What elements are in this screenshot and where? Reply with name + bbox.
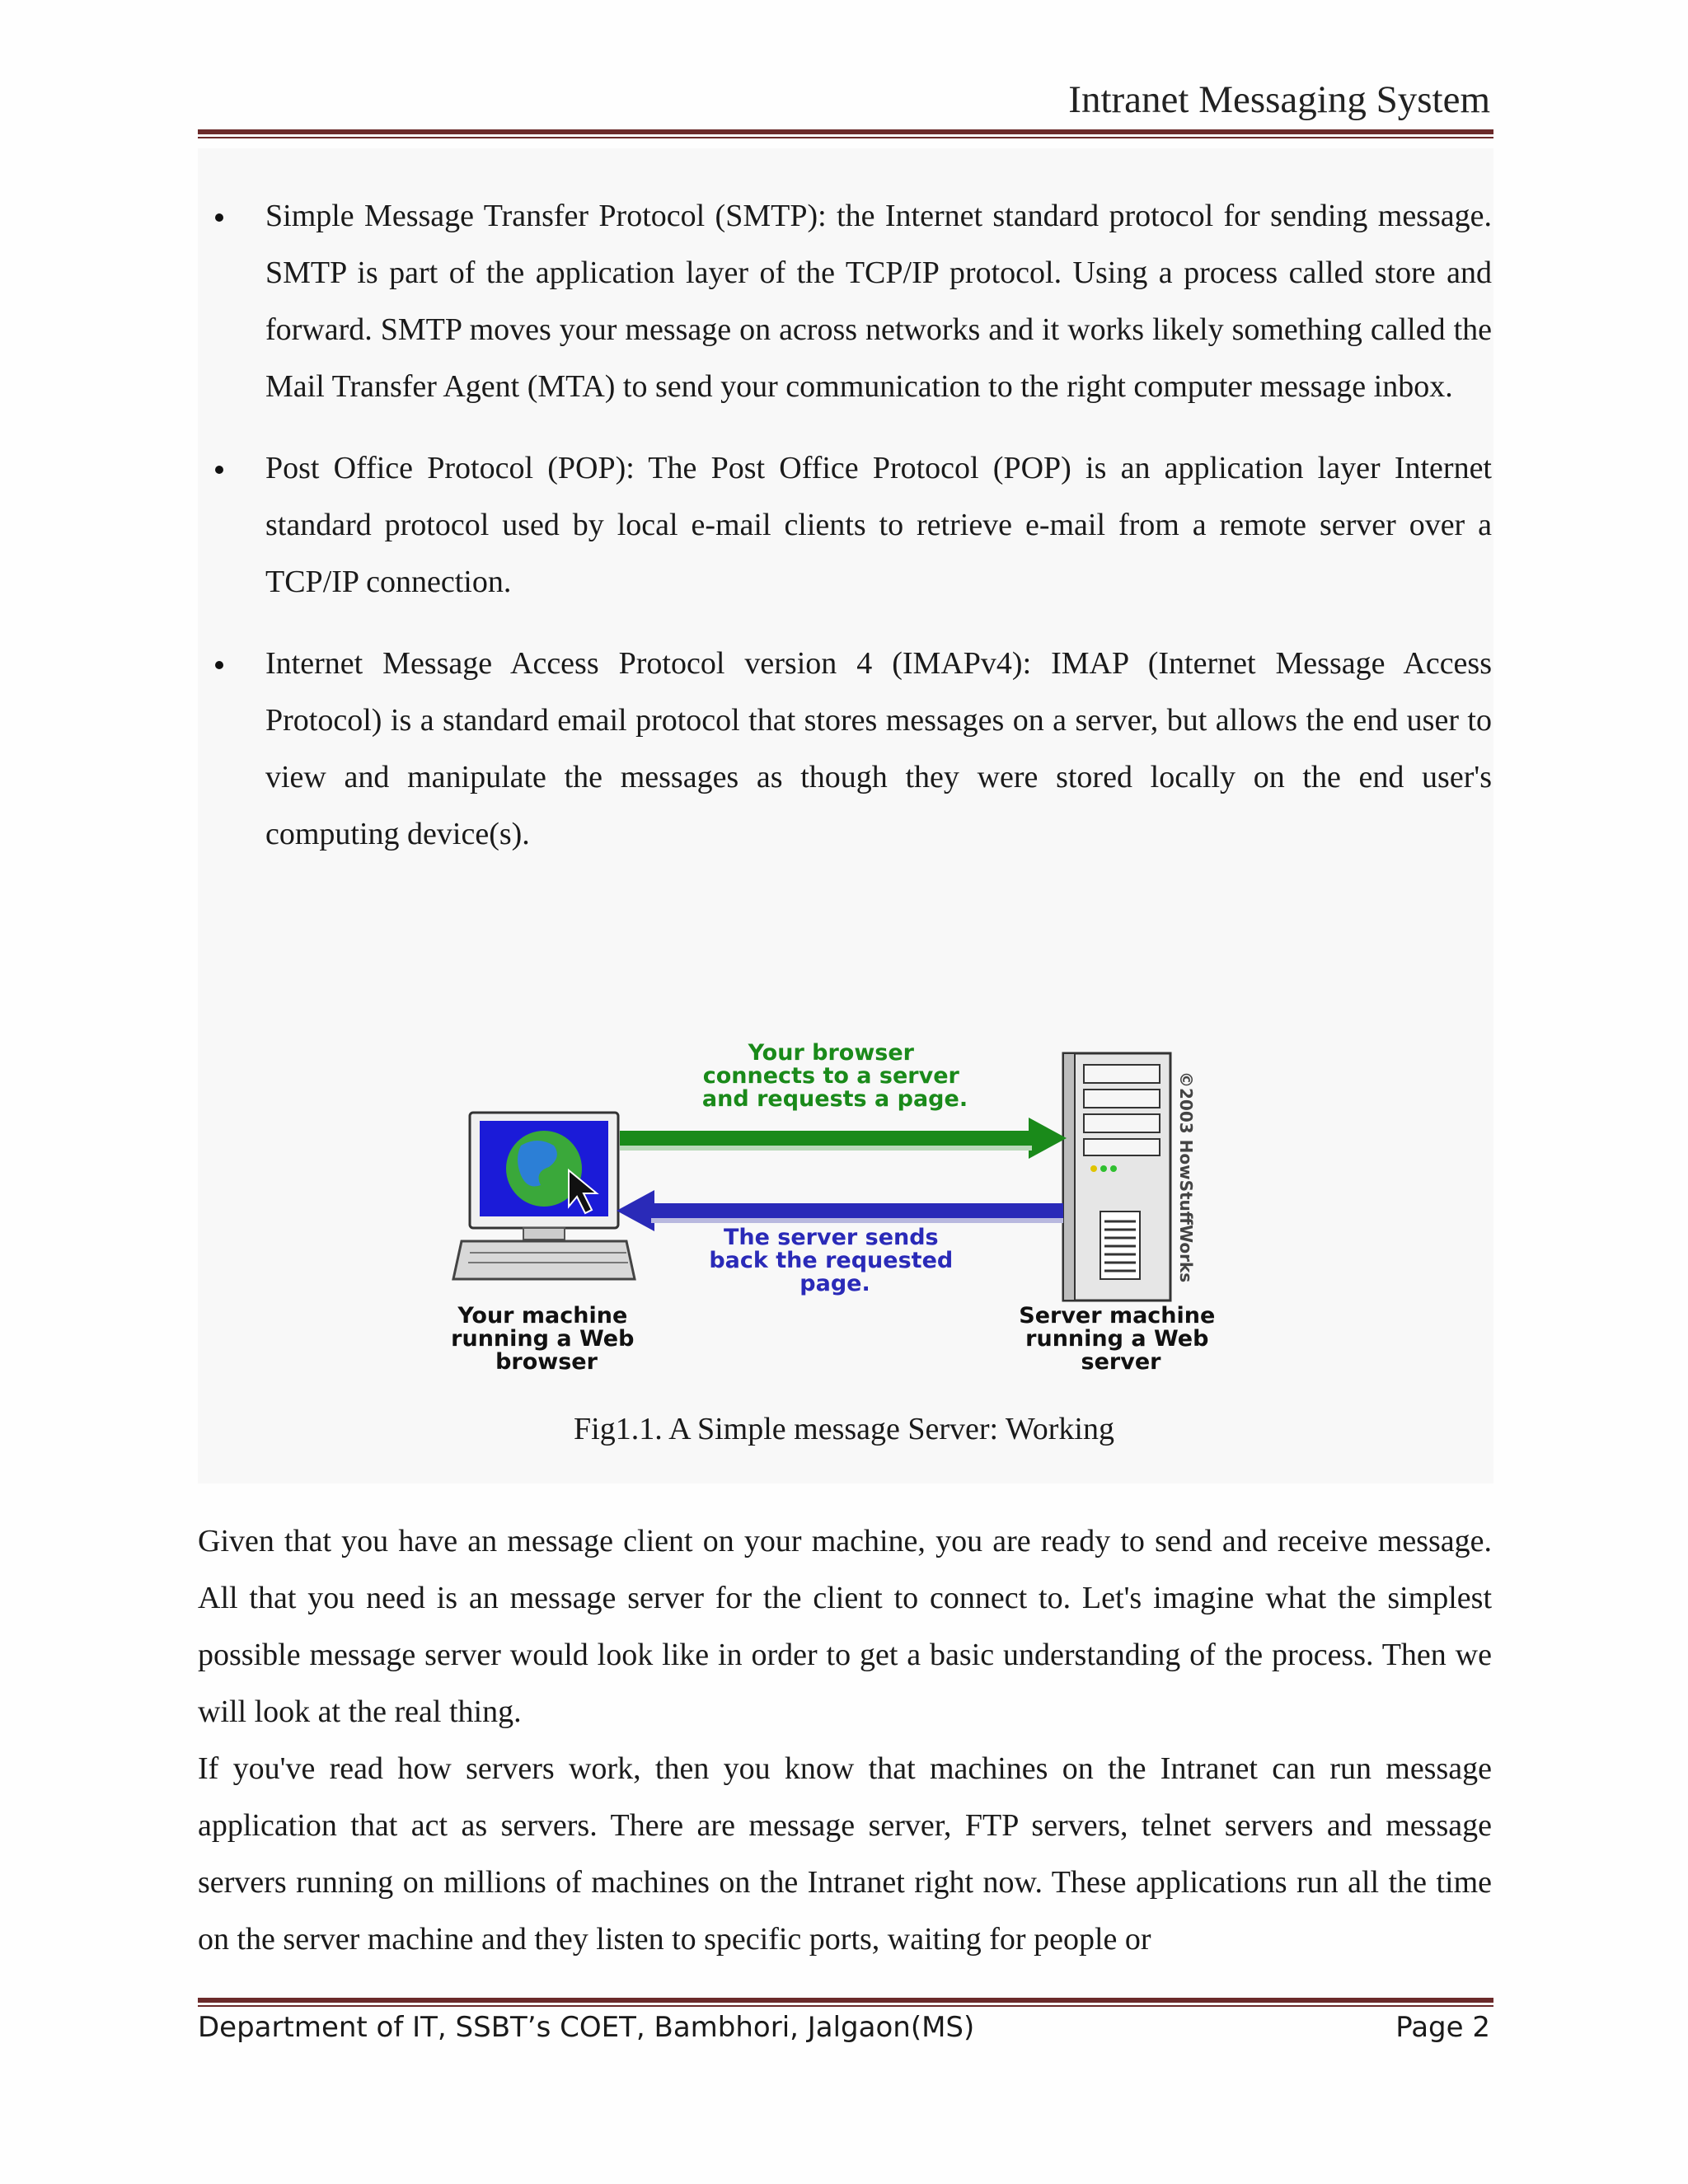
protocol-list (198, 188, 1492, 888)
request-label: Your browser connects to a server and requests a page. (701, 1040, 968, 1112)
bullet-icon (215, 466, 223, 474)
list-item-text: Simple Message Transfer Protocol (SMTP): the Internet standard protocol for sending message. SMTP is part of the application layer of the TCP/IP protocol. Using a process called store and forward. SMTP moves your message on across networks and it works likely something called the Mail Transfer Agent (MTA) to send your communication to the right computer message inbox. (265, 199, 1492, 404)
list-item-imap (198, 635, 1492, 863)
client-server-diagram (445, 1038, 1236, 1385)
response-label: The server sends back the requested page. (709, 1225, 954, 1296)
request-arrow (620, 1118, 1067, 1159)
server-tower-icon (1063, 1053, 1170, 1301)
client-label: Your machine running a Web browser (451, 1303, 635, 1375)
paragraph: Given that you have an message client on your machine, you are ready to send and receive message. All that you need is an message server for the client to connect to. Let's imagine what the simplest possible message server would look like in order to get a basic understanding of the process. Then we will look at the real thing. (198, 1524, 1492, 1729)
header-rule (198, 129, 1493, 134)
copyright-label: ©2003 HowStuffWorks (1176, 1071, 1196, 1283)
figure-caption: Fig1.1. A Simple message Server: Working (574, 1412, 1114, 1446)
header-title: Intranet Messaging System (1068, 78, 1490, 121)
footer-department: Department of IT, SSBT’s COET, Bambhori, Jalgaon(MS) (198, 2011, 975, 2044)
body-text (198, 1513, 1492, 1968)
list-item-text: Internet Message Access Protocol version 4 (IMAPv4): IMAP (Internet Message Access Protocol) is a standard email protocol that stores messages on a server, but allows the end user to view and manipulate the messages as though they were stored locally on the end user's computing device(s). (265, 646, 1492, 851)
list-item-pop (198, 440, 1492, 611)
bullet-icon (215, 661, 223, 669)
paragraph: If you've read how servers work, then you know that machines on the Intranet can run message application that act as servers. There are message server, FTP servers, telnet servers and message servers running on millions of machines on the Intranet right now. These applications run all the time on the server machine and they listen to specific ports, waiting for people or (198, 1751, 1492, 1957)
list-item-text: Post Office Protocol (POP): The Post Office Protocol (POP) is an application layer Internet standard protocol used by local e-mail clients to retrieve e-mail from a remote server over a TCP/IP connection. (265, 451, 1492, 599)
footer-rule-thin (198, 2005, 1493, 2007)
header-rule-thin (198, 137, 1493, 138)
client-computer-icon (453, 1113, 635, 1279)
server-label: Server machine running a Web server (1019, 1303, 1216, 1375)
list-item-smtp (198, 188, 1492, 415)
footer-rule (198, 1998, 1493, 2003)
bullet-icon (215, 213, 223, 222)
footer-page-number: Page 2 (1395, 2011, 1490, 2044)
